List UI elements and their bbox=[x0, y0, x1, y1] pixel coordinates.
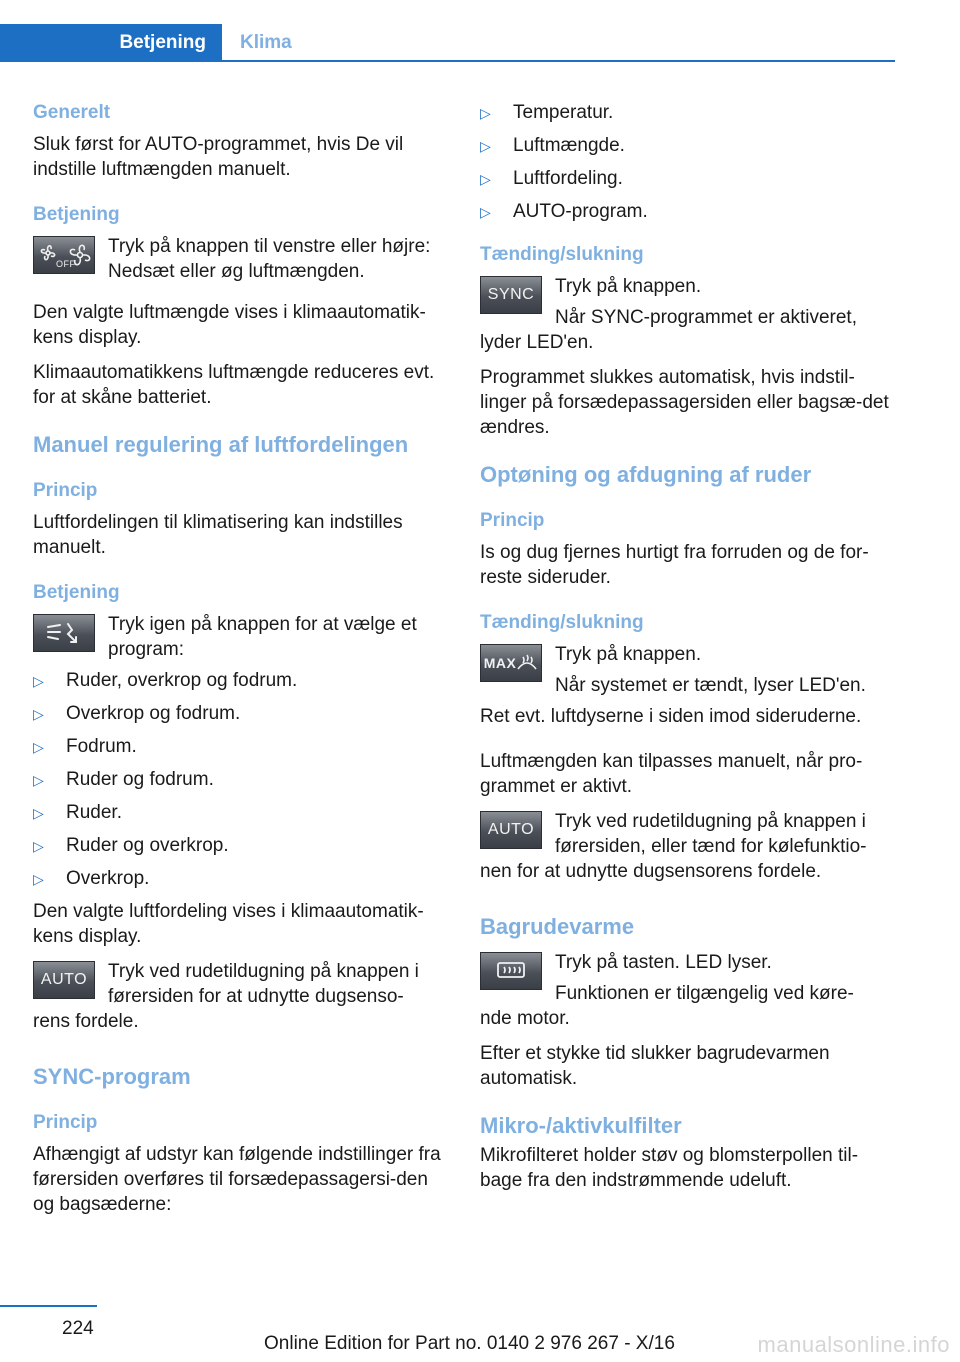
triangle-bullet-icon: ▷ bbox=[33, 772, 44, 788]
defrost-icon bbox=[516, 653, 538, 673]
heading-sync: SYNC-program bbox=[33, 1064, 191, 1089]
max-label: MAX bbox=[483, 655, 517, 671]
left-column bbox=[33, 100, 453, 1227]
para-luftmaengde: Luftmængden kan tilpasses manuelt, når pro-grammet er aktivt. bbox=[480, 751, 863, 797]
list-item: ▷ Ruder. bbox=[33, 800, 453, 826]
list-item: ▷ Luftfordeling. bbox=[480, 166, 900, 192]
auto-button-text-cont: rens fordele. bbox=[33, 1011, 139, 1032]
triangle-bullet-icon: ▷ bbox=[480, 204, 491, 220]
list-item: ▷ Ruder, overkrop og fodrum. bbox=[33, 668, 453, 694]
para-display: Den valgte luftmængde vises i klimaautomatik-kens display. bbox=[33, 302, 426, 348]
para-bagrude-off: Efter et stykke tid slukker bagrudevarmen automatisk. bbox=[480, 1043, 830, 1089]
heading-princip-2: Princip bbox=[33, 1112, 98, 1133]
right-column bbox=[480, 100, 900, 1203]
para-sync-off: Programmet slukkes automatisk, hvis indstil-linger på forsædepassagersiden eller bagsæ-det ændres. bbox=[480, 367, 889, 438]
list-item: ▷ Temperatur. bbox=[480, 100, 900, 126]
para-mikro: Mikrofilteret holder støv og blomsterpollen til-bage fra den indstrømmende udeluft. bbox=[480, 1145, 859, 1191]
auto-button-row-left bbox=[33, 959, 453, 1009]
distribution-button-text: Tryk igen på knappen for at vælge et program: bbox=[108, 614, 417, 660]
list-item: ▷ AUTO-program. bbox=[480, 199, 900, 225]
fan-button-text: Tryk på knappen til venstre eller højre: Nedsæt eller øg luftmængden. bbox=[108, 236, 431, 282]
rear-window-heating-button-icon bbox=[480, 952, 542, 990]
list-item: ▷ Overkrop og fodrum. bbox=[33, 701, 453, 727]
fan-button-icon bbox=[33, 236, 95, 274]
heading-optoning: Optøning og afdugning af ruder bbox=[480, 462, 812, 487]
sync-button-text-1: Tryk på knappen. bbox=[555, 276, 702, 297]
distribution-button-row bbox=[33, 612, 453, 662]
sync-list bbox=[480, 100, 900, 225]
rear-button-text-1: Tryk på tasten. LED lyser. bbox=[555, 952, 772, 973]
heading-taending-1: Tænding/slukning bbox=[480, 244, 644, 265]
max-button-text-2: Når systemet er tændt, lyser LED'en. bbox=[555, 675, 866, 696]
fan-icon bbox=[36, 240, 92, 270]
triangle-bullet-icon: ▷ bbox=[33, 739, 44, 755]
watermark: manualsonline.info bbox=[757, 1332, 950, 1357]
para-princip-2: Afhængigt af udstyr kan følgende indstillinger fra førersiden overføres til forsædepassagersi-den og bagsæderne: bbox=[33, 1144, 441, 1215]
max-button-text-1: Tryk på knappen. bbox=[555, 644, 702, 665]
list-item: ▷ Overkrop. bbox=[33, 866, 453, 892]
heading-mikro: Mikro-/aktivkulfilter bbox=[480, 1113, 682, 1138]
edition-text: Online Edition for Part no. 0140 2 976 267 - X/16 bbox=[264, 1333, 675, 1354]
triangle-bullet-icon: ▷ bbox=[480, 105, 491, 121]
heading-betjening-2: Betjening bbox=[33, 582, 120, 603]
heading-taending-2: Tænding/slukning bbox=[480, 612, 644, 633]
triangle-bullet-icon: ▷ bbox=[33, 706, 44, 722]
sync-button-text-2: Når SYNC-programmet er aktiveret, bbox=[555, 307, 857, 328]
heading-betjening-1: Betjening bbox=[33, 204, 120, 225]
heading-manuel: Manuel regulering af luftfordelingen bbox=[33, 432, 409, 457]
triangle-bullet-icon: ▷ bbox=[33, 673, 44, 689]
fan-off-label: OFF bbox=[56, 259, 76, 269]
rear-defrost-button-row bbox=[480, 950, 900, 1006]
heading-princip-1: Princip bbox=[33, 480, 98, 501]
list-item: ▷ Fodrum. bbox=[33, 734, 453, 760]
auto-button-icon: AUTO bbox=[480, 811, 542, 849]
triangle-bullet-icon: ▷ bbox=[480, 171, 491, 187]
para-dist-display: Den valgte luftfordeling vises i klimaautomatik-kens display. bbox=[33, 901, 424, 947]
tab-klima[interactable]: Klima bbox=[240, 32, 292, 53]
para-generelt: Sluk først for AUTO-programmet, hvis De vil indstille luftmængden manuelt. bbox=[33, 134, 404, 180]
auto-button-text-cont: nen for at udnytte dugsensorens fordele. bbox=[480, 861, 822, 882]
auto-button-text: Tryk ved rudetildugning på knappen i førersiden for at udnytte dugsenso- bbox=[108, 961, 419, 1007]
max-defrost-button-icon bbox=[480, 644, 542, 682]
auto-button-icon: AUTO bbox=[33, 961, 95, 999]
sync-button-row bbox=[480, 274, 900, 330]
para-luftdyser: Ret evt. luftdyserne i siden imod sideruderne. bbox=[480, 706, 862, 727]
para-princip-1: Luftfordelingen til klimatisering kan indstilles manuelt. bbox=[33, 512, 403, 558]
sync-button-text-cont: lyder LED'en. bbox=[480, 332, 594, 353]
auto-button-text: Tryk ved rudetildugning på knappen i førersiden, eller tænd for kølefunktio- bbox=[555, 811, 867, 857]
heading-princip-3: Princip bbox=[480, 510, 545, 531]
para-princip-3: Is og dug fjernes hurtigt fra forruden og de for-reste sideruder. bbox=[480, 542, 869, 588]
program-list bbox=[33, 668, 453, 892]
list-item: ▷ Ruder og fodrum. bbox=[33, 767, 453, 793]
footer-rule bbox=[0, 1305, 97, 1307]
page-number: 224 bbox=[62, 1318, 94, 1339]
tab-betjening[interactable]: Betjening bbox=[0, 24, 222, 62]
triangle-bullet-icon: ▷ bbox=[33, 805, 44, 821]
header-rule bbox=[0, 60, 895, 62]
list-item: ▷ Luftmængde. bbox=[480, 133, 900, 159]
heading-bagrude: Bagrudevarme bbox=[480, 914, 635, 939]
heading-generelt: Generelt bbox=[33, 102, 111, 123]
header-tabs bbox=[0, 24, 895, 62]
para-reduceres: Klimaautomatikkens luftmængde reduceres evt. for at skåne batteriet. bbox=[33, 362, 435, 408]
triangle-bullet-icon: ▷ bbox=[33, 871, 44, 887]
air-distribution-button-icon bbox=[33, 614, 95, 652]
auto-button-row-right bbox=[480, 809, 900, 859]
max-button-row bbox=[480, 642, 900, 698]
sync-button-icon: SYNC bbox=[480, 276, 542, 314]
rear-button-text-cont: nde motor. bbox=[480, 1008, 570, 1029]
fan-button-row bbox=[33, 234, 453, 284]
list-item: ▷ Ruder og overkrop. bbox=[33, 833, 453, 859]
air-distribution-icon bbox=[44, 620, 84, 646]
rear-defrost-icon bbox=[494, 958, 528, 984]
triangle-bullet-icon: ▷ bbox=[33, 838, 44, 854]
rear-button-text-2: Funktionen er tilgængelig ved køre- bbox=[555, 983, 854, 1004]
triangle-bullet-icon: ▷ bbox=[480, 138, 491, 154]
